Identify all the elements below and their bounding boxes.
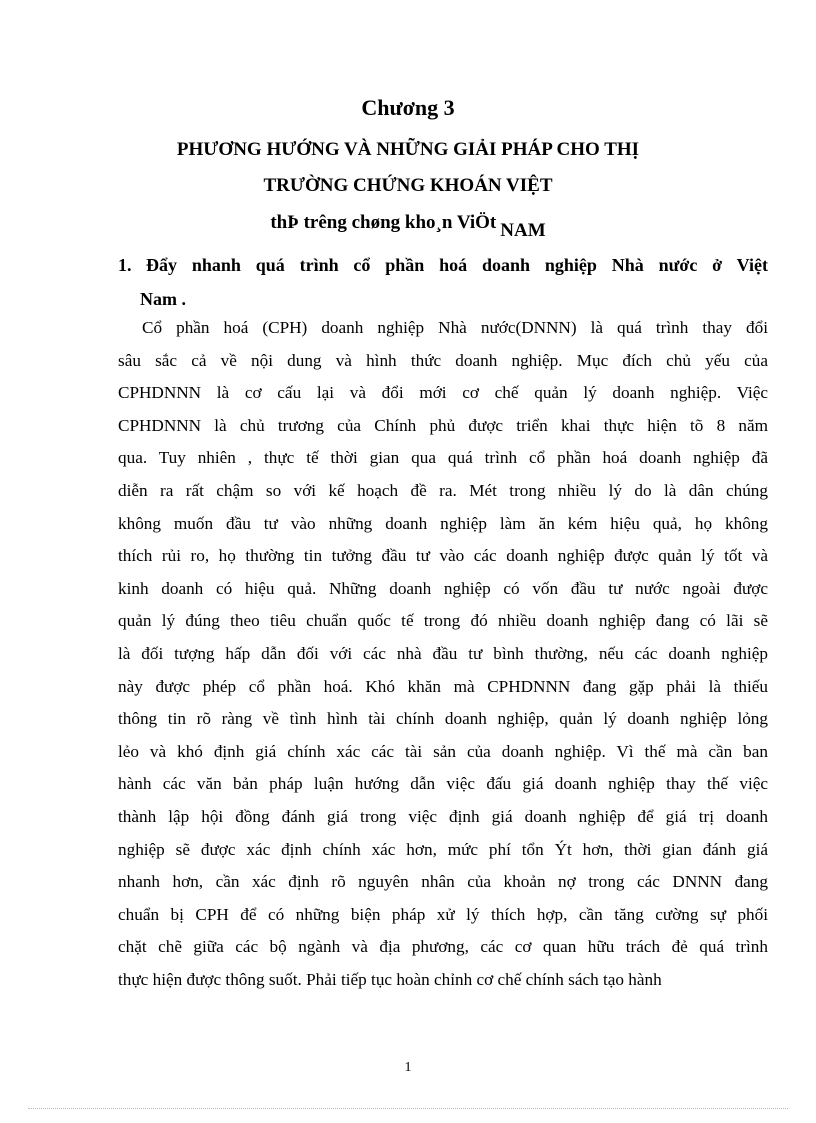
body-paragraph: [118, 312, 768, 996]
paragraph-line: nghiệp sẽ được xác định chính xác hơn, mức phí tổn Ýt hơn, thời gian đánh giá: [118, 839, 768, 859]
chapter-title-line-1: PHƯƠNG HƯỚNG VÀ NHỮNG GIẢI PHÁP CHO THỊ: [176, 139, 640, 160]
paragraph-line: thực hiện được thông suốt. Phải tiếp tục hoàn chỉnh cơ chế chính sách tạo hành: [118, 969, 662, 989]
garbled-text: thÞ trêng chøng kho¸n ViÖt: [270, 212, 497, 233]
section-heading: [118, 248, 768, 316]
section-number: 1.: [118, 255, 132, 275]
section-title-line-1: Đẩy nhanh quá trình cổ phần hoá doanh nghiệp Nhà nước ở Việt: [146, 255, 768, 275]
paragraph-line: lẻo và khó định giá chính xác các tài sản của doanh nghiệp. Vì thế mà cần ban: [118, 741, 768, 761]
paragraph-line: thông tin rõ ràng về tình hình tài chính doanh nghiệp, quản lý doanh nghiệp lỏng: [118, 709, 768, 729]
paragraph-line: kinh doanh có hiệu quả. Những doanh nghiệp có vốn đầu tư nước ngoài được: [118, 578, 768, 598]
paragraph-line: Cổ phần hoá (CPH) doanh nghiệp Nhà nước(DNNN) là quá trình thay đổi: [142, 318, 768, 337]
paragraph-line: hành các văn bản pháp luận hướng dẫn việc đấu giá doanh nghiệp thay thế việc: [118, 774, 768, 794]
paragraph-line: không muốn đầu tư vào những doanh nghiệp làm ăn kém hiệu quả, họ không: [118, 513, 768, 533]
chapter-title-line-2: TRƯỜNG CHỨNG KHOÁN VIỆT: [263, 175, 553, 196]
paragraph-line: qua. Tuy nhiên , thực tế thời gian qua quá trình cổ phần hoá doanh nghiệp đã: [118, 448, 768, 468]
paragraph-line: CPHDNNN là cơ cấu lại và đổi mới cơ chế quản lý doanh nghiệp. Việc: [118, 383, 768, 403]
paragraph-line: này được phép cổ phần hoá. Khó khăn mà CPHDNNN đang gặp phải là thiếu: [118, 676, 768, 696]
paragraph-line: là đối tượng hấp dẫn đối với các nhà đầu tư bình thường, nếu các doanh nghiệp: [118, 643, 768, 663]
page-bottom-divider: [28, 1108, 788, 1109]
paragraph-line: chặt chẽ giữa các bộ ngành và địa phương, các cơ quan hữu trách đẻ quá trình: [118, 937, 768, 957]
section-title-line-2: Nam .: [140, 289, 186, 309]
paragraph-line: CPHDNNN là chủ trương của Chính phủ được triển khai thực hiện tõ 8 năm: [118, 415, 768, 435]
paragraph-line: sâu sắc cả về nội dung và hình thức doanh nghiệp. Mục đích chủ yếu của: [118, 350, 768, 370]
garbled-suffix: NAM: [500, 220, 546, 241]
paragraph-line: thành lập hội đồng đánh giá trong việc định giá doanh nghiệp để giá trị doanh: [118, 806, 768, 826]
paragraph-line: thích rủi ro, họ thường tin tưởng đầu tư vào các doanh nghiệp được quản lý tốt và: [118, 546, 768, 566]
chapter-heading: Chương 3: [361, 95, 455, 120]
paragraph-line: nhanh hơn, cần xác định rõ nguyên nhân của khoản nợ trong các DNNN đang: [118, 872, 768, 892]
paragraph-line: diễn ra rất chậm so với kế hoạch đề ra. Mét trong nhiều lý do là dân chúng: [118, 480, 768, 500]
paragraph-line: chuẩn bị CPH để có những biện pháp xử lý thích hợp, cần tăng cường sự phối: [118, 904, 768, 924]
paragraph-line: quản lý đúng theo tiêu chuẩn quốc tế trong đó nhiều doanh nghiệp đang có lãi sẽ: [118, 611, 768, 631]
chapter-title-garbled-line: [0, 210, 816, 241]
page-number: 1: [404, 1060, 412, 1075]
